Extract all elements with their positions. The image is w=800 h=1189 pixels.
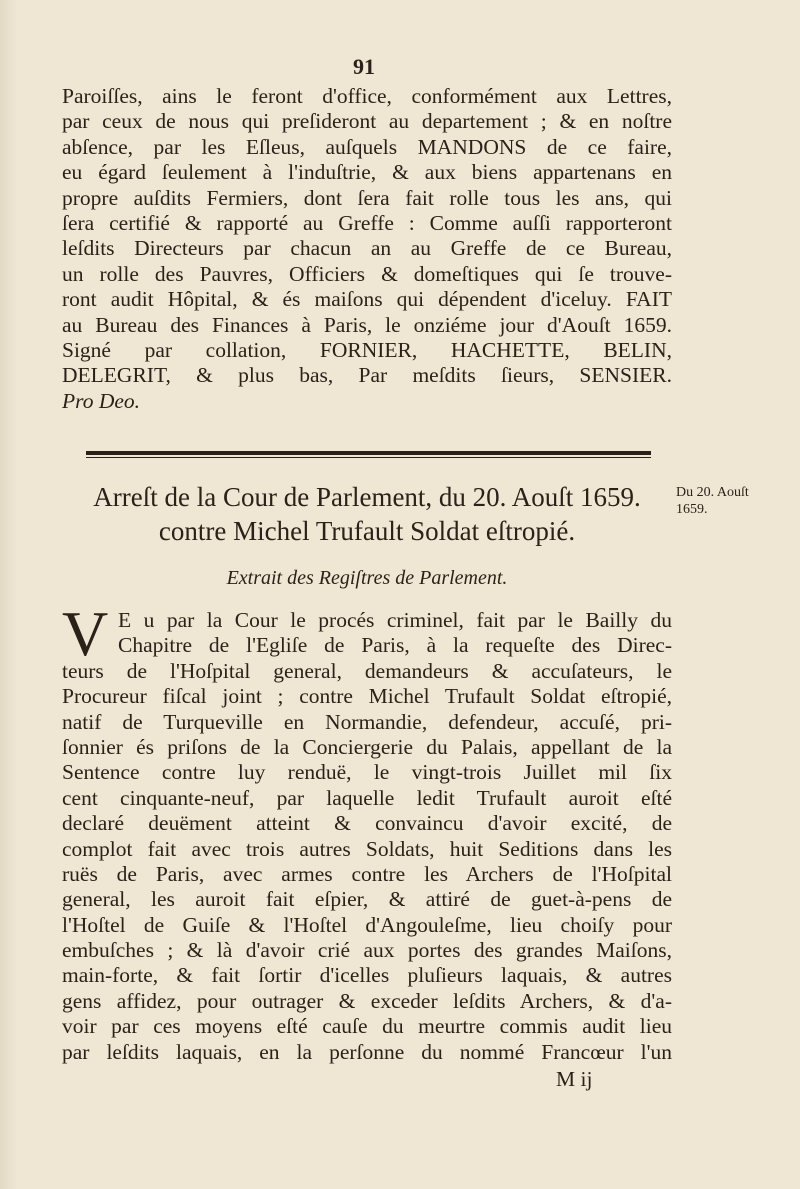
text-line: par leſdits laquais, en la perſonne du nommé Francœur l'un	[62, 1039, 672, 1064]
text-line: Signé par collation, FORNIER, HACHETTE, BELIN,	[62, 337, 672, 362]
extract-subtitle: Extrait des Regiſtres de Parlement.	[226, 567, 508, 589]
text-line: ſera certifié & rapporté au Greffe : Comme auſſi rapporteront	[62, 210, 672, 235]
text-line: E u par la Cour le procés criminel, fait par le Bailly du	[118, 608, 672, 632]
text-line: propre auſdits Fermiers, dont ſera fait rolle tous les ans, qui	[62, 185, 672, 210]
text-line: voir par ces moyens eſté cauſe du meurtre commis audit lieu	[62, 1014, 672, 1039]
text-line: ruës de Paris, avec armes contre les Archers de l'Hoſpital	[62, 861, 672, 886]
text-line: embuſches ; & là d'avoir crié aux portes des grandes Maiſons,	[62, 938, 672, 963]
text-line: general, les auroit fait eſpier, & attiré de guet-à-pens de	[62, 887, 672, 912]
heading-line: Arreſt de la Cour de Parlement, du 20. Aouſt 1659.	[93, 482, 641, 512]
heading-line: contre Michel Trufault Soldat eſtropié.	[158, 516, 576, 546]
text-line: l'Hoſtel de Guiſe & l'Hoſtel d'Angouleſme, lieu choiſy pour	[62, 912, 672, 937]
text-line: DELEGRIT, & plus bas, Par meſdits ſieurs, SENSIER.	[62, 363, 672, 388]
text-line: teurs de l'Hoſpital general, demandeurs & accuſateurs, le	[62, 658, 672, 683]
pro-deo-signature: Pro Deo.	[62, 388, 141, 413]
arrest-heading	[62, 480, 672, 548]
text-line: complot fait avec trois autres Soldats, huit Seditions dans les	[62, 836, 672, 861]
text-line: Procureur fiſcal joint ; contre Michel Trufault Soldat eſtropié,	[62, 684, 672, 709]
margin-date-note	[676, 484, 786, 518]
section-divider-thin	[86, 457, 651, 458]
text-line: ſonnier és priſons de la Conciergerie du Palais, appellant de la	[62, 734, 672, 759]
text-line: Chapitre de l'Egliſe de Paris, à la requeſte des Direc-	[118, 633, 672, 658]
section-divider	[86, 451, 651, 455]
text-line: eu égard ſeulement à l'induſtrie, & aux biens appartenans en	[62, 160, 672, 185]
text-line: par ceux de nous qui preſideront au departement ; & en noſtre	[62, 109, 672, 134]
text-line: declaré deuëment atteint & convaincu d'avoir excité, de	[62, 811, 672, 836]
text-line: cent cinquante-neuf, par laquelle ledit Trufault auroit eſté	[62, 785, 672, 810]
drop-cap: V	[62, 598, 109, 669]
text-line: gens affidez, pour outrager & exceder leſdits Archers, & d'a-	[62, 988, 672, 1013]
signature-mark: M ij	[556, 1067, 593, 1091]
text-line: abſence, par les Eſleus, auſquels MANDONS de ce faire,	[62, 134, 672, 159]
text-line: Paroiſſes, ains le feront d'office, conformément aux Lettres,	[62, 84, 672, 108]
margin-note-line: 1659.	[676, 502, 708, 517]
text-line: Sentence contre luy renduë, le vingt-trois Juillet mil ſix	[62, 760, 672, 785]
text-line: natif de Turqueville en Normandie, defendeur, accuſé, pri-	[62, 709, 672, 734]
text-line: main-forte, & fait ſortir d'icelles pluſieurs laquais, & autres	[62, 963, 672, 988]
margin-note-line: Du 20. Aouſt	[676, 485, 749, 500]
text-line: un rolle des Pauvres, Officiers & domeſtiques qui ſe trouve-	[62, 261, 672, 286]
page-number: 91	[353, 54, 375, 79]
judgment-text	[62, 608, 672, 1065]
text-line: leſdits Directeurs par chacun an au Greffe de ce Bureau,	[62, 236, 672, 261]
text-line: ront audit Hôpital, & és maiſons qui dépendent d'iceluy. FAIT	[62, 287, 672, 312]
ordinance-text	[62, 84, 672, 414]
text-line: au Bureau des Finances à Paris, le onziéme jour d'Aouſt 1659.	[62, 312, 672, 337]
